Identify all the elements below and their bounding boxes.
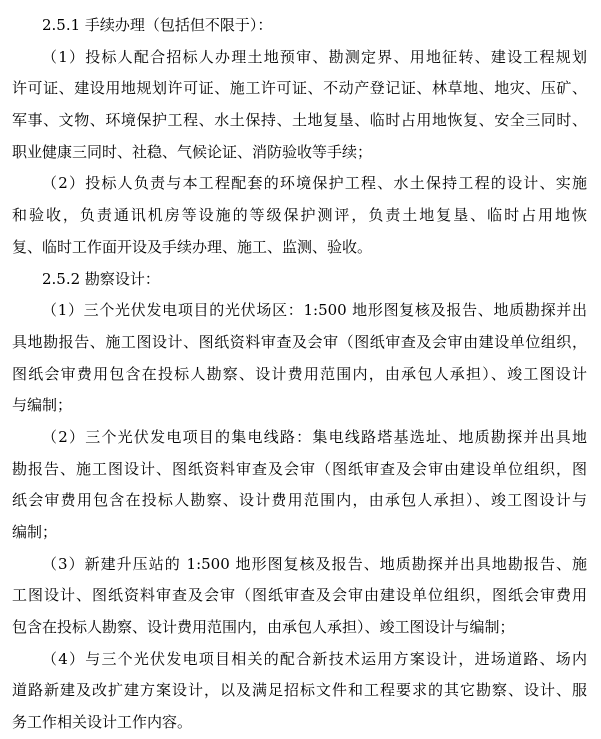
text-line: （2）三个光伏发电项目的集电线路：集电线路塔基选址、地质勘探并出具地 xyxy=(42,427,587,446)
text-line: （4）与三个光伏发电项目相关的配合新技术运用方案设计，进场道路、场内 xyxy=(42,649,587,668)
text-line: 军事、文物、环境保护工程、水土保持、土地复垦、临时占用地恢复、安全三同时、 xyxy=(12,111,587,130)
text-line: 复、临时工作面开设及手续办理、施工、监测、验收。 xyxy=(12,237,373,256)
text-line: （1）投标人配合招标人办理土地预审、勘测定界、用地征转、建设工程规划 xyxy=(42,47,587,66)
paragraph-survey-2 xyxy=(12,422,587,549)
paragraph-survey-3 xyxy=(12,549,587,644)
text-line: 与编制； xyxy=(12,396,73,415)
text-line: 和验收，负责通讯机房等设施的等级保护测评，负责土地复垦、临时占用地恢 xyxy=(12,206,587,225)
text-line: 工图设计、图纸资料审查及会审（图纸审查及会审由建设单位组织，图纸会审费用 xyxy=(12,586,587,605)
section-heading-2-5-1: 2.5.1 手续办理（包括但不限于）： xyxy=(42,16,273,34)
section-heading-2-5-2: 2.5.2 勘察设计： xyxy=(42,269,160,288)
paragraph-survey-4 xyxy=(12,644,587,739)
text-line: （3）新建升压站的 1:500 地形图复核及报告、地质勘探并出具地勘报告、施 xyxy=(42,554,587,573)
text-line: 具地勘报告、施工图设计、图纸资料审查及会审（图纸审查及会审由建设单位组织， xyxy=(12,332,587,351)
text-line: 许可证、建设用地规划许可证、施工许可证、不动产登记证、林草地、地灾、压矿、 xyxy=(12,79,587,98)
paragraph-procedures-1 xyxy=(12,42,587,169)
text-line: 职业健康三同时、社稳、气候论证、消防验收等手续； xyxy=(12,142,373,161)
text-line: （1）三个光伏发电项目的光伏场区：1:500 地形图复核及报告、地质勘探并出 xyxy=(42,301,587,320)
text-line: 务工作相关设计工作内容。 xyxy=(12,713,193,732)
text-line: 勘报告、施工图设计、图纸资料审查及会审（图纸审查及会审由建设单位组织，图 xyxy=(12,459,587,478)
text-line: （2）投标人负责与本工程配套的环境保护工程、水土保持工程的设计、实施 xyxy=(42,174,587,193)
paragraph-survey-1 xyxy=(12,295,587,422)
paragraph-procedures-2 xyxy=(12,168,587,263)
text-line: 道路新建及改扩建方案设计，以及满足招标文件和工程要求的其它勘察、设计、服 xyxy=(12,681,587,700)
text-line: 纸会审费用包含在投标人勘察、设计费用范围内，由承包人承担）、竣工图设计与 xyxy=(12,491,587,510)
text-line: 图纸会审费用包含在投标人勘察、设计费用范围内，由承包人承担）、竣工图设计 xyxy=(12,364,587,383)
text-line: 包含在投标人勘察、设计费用范围内，由承包人承担）、竣工图设计与编制； xyxy=(12,618,515,637)
text-line: 编制； xyxy=(12,523,58,541)
